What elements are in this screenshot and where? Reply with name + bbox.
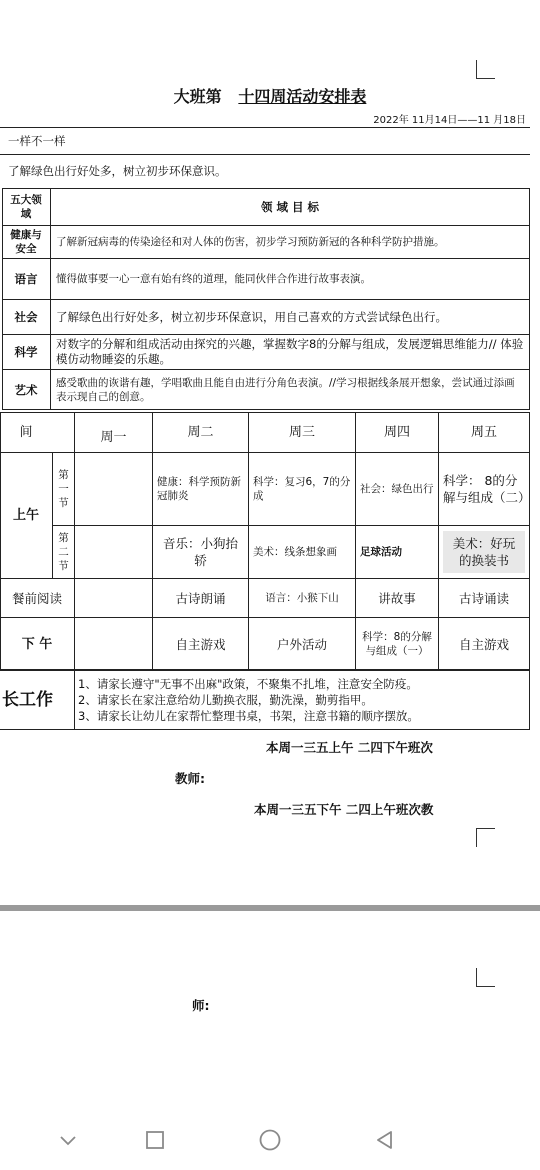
footer-shift-2: 本周一三五下午 二四上午班次教 — [254, 802, 434, 817]
system-nav-bar — [0, 1110, 540, 1170]
afternoon-thu: 科学：8的分解与组成（一） — [362, 631, 432, 657]
title-underlined: 十四周活动安排表 — [238, 87, 367, 106]
period1-fri: 科学： 8的分解与组成（二） — [443, 473, 531, 505]
header-thu: 周四 — [383, 424, 410, 440]
domain-goal-art: 感受歌曲的诙谐有趣，学唱歌曲且能自由进行分角色表演。//学习根据线条展开想象，尝试通过添画表示现自己的创意。 — [56, 377, 515, 403]
footer-shift-1: 本周一三五上午 二四下午班次 — [266, 740, 433, 755]
domain-name-language: 语言 — [14, 271, 38, 286]
domain-name-art: 艺术 — [14, 382, 38, 397]
period1-mon — [75, 453, 152, 525]
table-border — [0, 154, 530, 155]
header-mon: 周一 — [100, 429, 127, 445]
page-title — [0, 84, 540, 107]
period2-mon — [75, 526, 152, 578]
theme-text: 一样不一样 — [8, 133, 66, 148]
crop-mark — [476, 60, 495, 79]
period1-thu: 社会：绿色出行 — [360, 483, 434, 495]
period1-tue: 健康：科学预防新冠肺炎 — [157, 476, 241, 502]
lower-teacher-text: 师: — [192, 998, 210, 1013]
page-divider — [0, 905, 540, 911]
title-prefix: 大班第 — [173, 87, 222, 106]
header-time: 间 — [19, 424, 33, 440]
period2-fri: 美术：好玩的换装书 — [443, 531, 525, 573]
period2-label: 第二节 — [58, 532, 69, 572]
domain-goal-language: 懂得做事要一心一意有始有终的道理，能同伙伴合作进行故事表演。 — [56, 273, 371, 285]
goal-text: 了解绿色出行好处多，树立初步环保意识。 — [8, 163, 227, 178]
domain-name-science: 科学 — [14, 344, 38, 359]
reading-wed: 语言：小猴下山 — [265, 592, 339, 604]
crop-mark — [476, 968, 495, 987]
period2-wed: 美术：线条想象画 — [253, 546, 337, 558]
header-fri: 周五 — [470, 424, 497, 440]
circle-icon[interactable] — [258, 1128, 282, 1152]
afternoon-fri: 自主游戏 — [458, 636, 509, 652]
parent-note-3: 3、请家长让幼儿在家帮忙整理书桌，书架，注意书籍的顺序摆放。 — [78, 709, 419, 723]
domain-goal-science: 对数字的分解和组成活动由探究的兴趣，掌握数字8的分解与组成，发展逻辑思维能力// 体验模仿动物睡姿的乐趣。 — [56, 337, 524, 366]
afternoon-mon — [75, 618, 152, 670]
afternoon-tue: 自主游戏 — [175, 636, 226, 652]
period2-tue: 音乐：小狗抬轿 — [162, 536, 238, 568]
domain-goal-health: 了解新冠病毒的传染途径和对人体的伤害，初步学习预防新冠的各种科学防护措施。 — [56, 236, 445, 248]
reading-tue: 古诗朗诵 — [175, 590, 226, 606]
date-range: 2022年 11月14日——11 月18日 — [373, 115, 526, 126]
afternoon-label: 下 午 — [21, 636, 53, 652]
square-icon[interactable] — [143, 1128, 167, 1152]
domains-title: 领 域 目 标 — [260, 199, 319, 214]
header-wed: 周三 — [288, 424, 315, 440]
afternoon-wed: 户外活动 — [276, 636, 327, 652]
parent-note-2: 2、请家长在家注意给幼儿勤换衣服，勤洗澡，勤剪指甲。 — [78, 693, 373, 707]
period2-thu: 足球活动 — [360, 546, 402, 558]
domain-name-social: 社会 — [14, 309, 38, 324]
footer-teacher: 教师: — [175, 771, 205, 786]
parent-work-label: 长工作 — [2, 689, 53, 710]
triangle-back-icon[interactable] — [373, 1128, 397, 1152]
table-border — [74, 670, 75, 730]
reading-thu: 讲故事 — [378, 590, 416, 606]
domains-header: 五大领域 — [10, 194, 42, 220]
parent-note-1: 1、请家长遵守"无事不出麻"政策，不聚集不扎堆，注意安全防疫。 — [78, 677, 418, 691]
domain-goal-social: 了解绿色出行好处多，树立初步环保意识，用自己喜欢的方式尝试绿色出行。 — [56, 309, 447, 324]
period1-wed: 科学：复习6，7的分成 — [253, 476, 351, 502]
header-tue: 周二 — [187, 424, 214, 440]
chevron-down-icon[interactable] — [56, 1128, 80, 1152]
domain-name-health: 健康与安全 — [10, 229, 42, 255]
reading-fri: 古诗诵读 — [458, 590, 509, 606]
morning-label: 上午 — [12, 508, 39, 523]
crop-mark — [476, 828, 495, 847]
parent-notes — [78, 676, 419, 724]
period1-label: 第一节 — [58, 469, 69, 509]
reading-mon — [75, 579, 152, 617]
reading-label: 餐前阅读 — [11, 590, 62, 606]
